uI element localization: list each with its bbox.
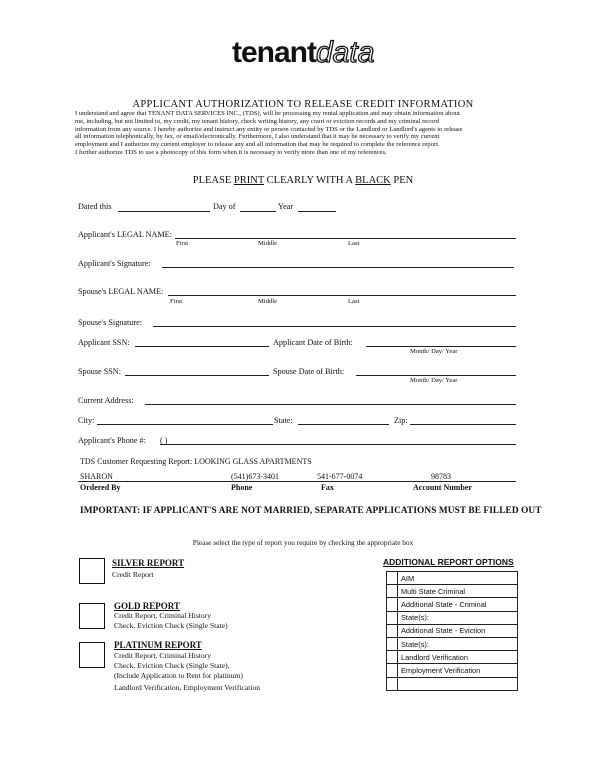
authorization-line: me, including, but not limited to, my credit, my tenant history, check writing history, any court or eviction records and my criminal record — [75, 117, 439, 125]
applicant-dob-format-caption: Month/ Day/ Year — [410, 348, 458, 355]
option-row-landlord-verification — [387, 651, 518, 664]
logo-text-tenant: tenant — [232, 36, 316, 69]
spouse-signature-field[interactable] — [153, 326, 516, 327]
spouse-legal-name-field[interactable] — [168, 295, 516, 296]
option-checkbox[interactable] — [387, 664, 398, 677]
first-name-caption: First — [170, 298, 183, 305]
state-field[interactable] — [298, 424, 389, 425]
year-field[interactable] — [298, 211, 336, 212]
spouse-dob-label: Spouse Date of Birth: — [273, 367, 345, 376]
spouse-signature-label: Spouse's Signature: — [78, 318, 143, 327]
customer-requesting-value: LOOKING GLASS APARTMENTS — [194, 457, 312, 466]
platinum-report-description: Credit Report, Criminal History Check, Eviction Check (Single State), (Include Application to Rent for platinum) Landlord Verification, Employment Verification — [114, 651, 261, 692]
applicant-signature-label: Applicant's Signature: — [78, 259, 151, 268]
option-checkbox[interactable] — [387, 651, 398, 664]
year-label: Year — [278, 202, 294, 211]
current-address-label: Current Address: — [78, 396, 134, 405]
last-name-caption: Last — [348, 240, 360, 247]
print-instruction-heading: PLEASE PRINT CLEARLY WITH A BLACK PEN — [192, 175, 414, 186]
applicant-dob-field[interactable] — [366, 346, 516, 347]
applicant-legal-name-label: Applicant's LEGAL NAME: — [78, 230, 172, 239]
city-field[interactable] — [97, 424, 273, 425]
option-label — [398, 677, 518, 690]
city-label: City: — [78, 416, 95, 425]
option-checkbox[interactable] — [387, 572, 398, 585]
applicant-signature-field[interactable] — [162, 267, 514, 268]
month-field[interactable] — [240, 211, 276, 212]
silver-report-checkbox[interactable] — [79, 558, 105, 584]
spouse-ssn-field[interactable] — [125, 375, 269, 376]
fax-label: Fax — [321, 483, 334, 492]
zip-field[interactable] — [410, 424, 516, 425]
middle-name-caption: Middle — [258, 298, 278, 305]
option-row-employment-verification — [387, 664, 518, 677]
option-checkbox[interactable] — [387, 624, 398, 637]
platinum-report-title: PLATINUM REPORT — [114, 640, 202, 650]
important-notice: IMPORTANT: IF APPLICANT'S ARE NOT MARRIED, SEPARATE APPLICATIONS MUST BE FILLED OUT — [80, 506, 542, 516]
applicant-phone-label: Applicant's Phone #: — [78, 436, 146, 445]
option-label: Additional State - Criminal — [398, 598, 518, 611]
spouse-dob-field[interactable] — [356, 375, 516, 376]
spouse-ssn-label: Spouse SSN: — [78, 367, 121, 376]
option-row-multi-state-criminal — [387, 585, 518, 598]
option-label: State(s): — [398, 637, 518, 650]
additional-options-title: ADDITIONAL REPORT OPTIONS — [383, 557, 514, 567]
state-label: State: — [274, 416, 293, 425]
phone-value: (541)673-3401 — [231, 472, 279, 481]
customer-requesting-row — [80, 457, 312, 466]
account-number-label: Account Number — [413, 483, 472, 492]
spouse-legal-name-label: Spouse's LEGAL NAME: — [78, 287, 164, 296]
phone-label: Phone — [231, 483, 253, 492]
gold-report-description: Credit Report, Criminal History Check, Eviction Check (Single State) — [114, 611, 228, 630]
applicant-ssn-label: Applicant SSN: — [78, 338, 130, 347]
select-report-instruction: Please select the type of report you require by checking the appropriate box — [192, 538, 414, 547]
zip-label: Zip: — [394, 416, 408, 425]
option-checkbox[interactable] — [387, 598, 398, 611]
option-row-additional-state-eviction — [387, 624, 518, 637]
option-row-aim — [387, 572, 518, 585]
last-name-caption: Last — [348, 298, 360, 305]
dated-this-label: Dated this — [78, 202, 112, 211]
authorization-line: employment and I authorize my current employer to release any and all information that may be required to complete the reference report. — [75, 141, 440, 149]
option-checkbox[interactable] — [387, 677, 398, 690]
applicant-ssn-field[interactable] — [135, 346, 269, 347]
option-label: Employment Verification — [398, 664, 518, 677]
customer-info-line — [78, 481, 516, 482]
applicant-dob-label: Applicant Date of Birth: — [273, 338, 353, 347]
logo-text-data: data — [316, 36, 375, 69]
phone-area-code-parens: ( ) — [160, 436, 168, 445]
customer-requesting-label: TDS Customer Requesting Report: — [80, 457, 193, 466]
middle-name-caption: Middle — [258, 240, 278, 247]
additional-options-table — [386, 571, 518, 691]
ordered-by-label: Ordered By — [80, 483, 121, 492]
gold-report-checkbox[interactable] — [79, 603, 105, 629]
option-label: AIM — [398, 572, 518, 585]
option-label: Additional State - Eviction — [398, 624, 518, 637]
option-row-additional-state-criminal — [387, 598, 518, 611]
authorization-line: I understand and agree that TENANT DATA SERVICES INC., (TDS), will be processing my rental application and may obtain information about — [75, 110, 460, 117]
day-of-label: Day of — [213, 202, 236, 211]
gold-report-title: GOLD REPORT — [114, 601, 180, 611]
option-label: Landlord Verification — [398, 651, 518, 664]
option-checkbox[interactable] — [387, 585, 398, 598]
silver-report-title: SILVER REPORT — [112, 558, 185, 568]
applicant-phone-field[interactable] — [160, 444, 516, 445]
current-address-field[interactable] — [145, 404, 516, 405]
option-label: State(s): — [398, 611, 518, 624]
ordered-by-value: SHARON — [80, 472, 113, 481]
option-row-criminal-states — [387, 611, 518, 624]
authorization-paragraph — [75, 110, 535, 157]
form-title: APPLICANT AUTHORIZATION TO RELEASE CREDIT INFORMATION — [132, 99, 474, 110]
option-checkbox[interactable] — [387, 637, 398, 650]
option-checkbox[interactable] — [387, 611, 398, 624]
option-label: Multi State Criminal — [398, 585, 518, 598]
spouse-dob-format-caption: Month/ Day/ Year — [410, 377, 458, 384]
silver-report-description: Credit Report — [112, 570, 154, 579]
option-row-eviction-states — [387, 637, 518, 650]
fax-value: 541-677-0074 — [317, 472, 363, 481]
account-number-value: 98783 — [431, 472, 451, 481]
first-name-caption: First — [176, 240, 189, 247]
authorization-line: information from any source. I hereby authorize and instruct any entity or person contacted by TDS or the Landlord or Landlord's agents to release — [75, 125, 463, 133]
tenant-data-logo — [232, 36, 374, 70]
authorization-line: all information telephonically, by fax, or email/electronically. Furthermore, I also understand that it may be necessary to verify my current — [75, 133, 440, 141]
option-row-blank — [387, 677, 518, 690]
authorization-line: I further authorize TDS to use a photocopy of this form when it is necessary to verify more than one of my references. — [75, 148, 387, 156]
platinum-report-checkbox[interactable] — [79, 642, 105, 668]
applicant-legal-name-field[interactable] — [175, 238, 516, 239]
dated-day-field[interactable] — [118, 211, 210, 212]
